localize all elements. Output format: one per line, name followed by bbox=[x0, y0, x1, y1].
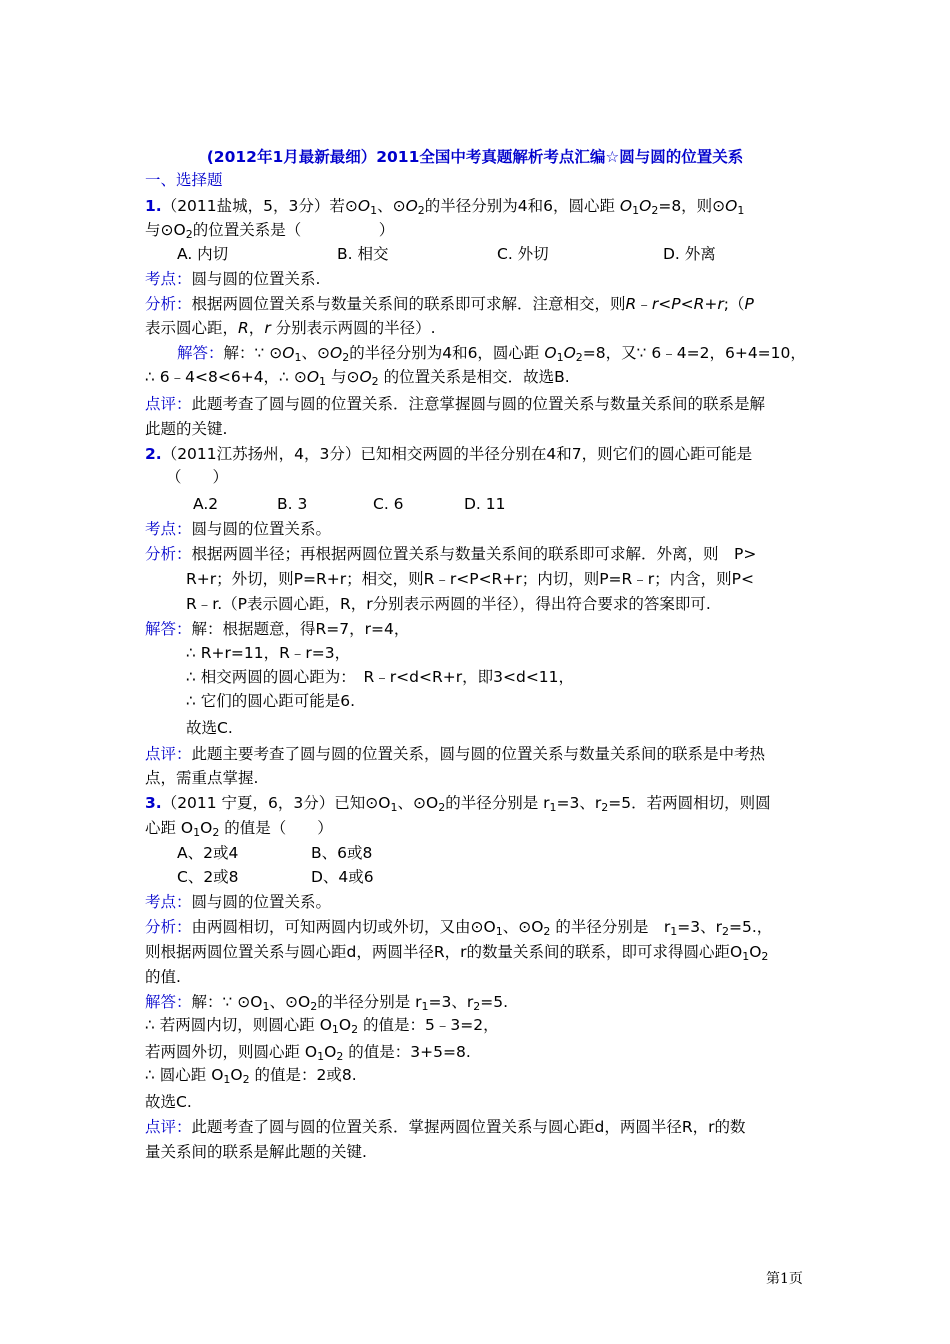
q3-fenxi-line2: 则根据两圆位置关系与圆心距d，两圆半径R，r的数量关系间的联系，即可求得圆心距$O_1O_2$ bbox=[145, 943, 769, 963]
q1-fenxi-line2: 表示圆心距，R，r 分别表示两圆的半径）. bbox=[145, 319, 436, 337]
q1-stem-text: （2011盐城，5，3分）若$⊙O_1$、$⊙O_2$的半径分别为4和6，圆心距 $O_1O_2=8$，则$⊙O_1$ bbox=[161, 197, 745, 217]
q2-dianping: 点评：此题主要考查了圆与圆的位置关系，圆与圆的位置关系与数量关系间的联系是中考热 bbox=[145, 745, 766, 763]
q3-dianping-line2: 量关系间的联系是解此题的关键. bbox=[145, 1143, 367, 1161]
q2-dianping-line2: 点，需重点掌握. bbox=[145, 769, 259, 787]
q2-jieda-line4: ∴ 它们的圆心距可能是6. bbox=[186, 692, 356, 710]
q2-fenxi-line2: R+r；外切，则P=R+r；相交，则R﹣r<P<R+r；内切，则P=R﹣r；内含，则P< bbox=[186, 570, 754, 588]
q1-kaodian: 考点：圆与圆的位置关系. bbox=[145, 270, 321, 288]
q3-jieda-line5: 故选C. bbox=[145, 1093, 192, 1111]
q3-kaodian: 考点：圆与圆的位置关系。 bbox=[145, 893, 332, 911]
q3-option-d: D、4或6 bbox=[311, 868, 374, 886]
q1-stem bbox=[145, 196, 744, 216]
q1-option-b: B. 相交 bbox=[337, 245, 389, 263]
q2-option-a: A.2 bbox=[193, 495, 219, 513]
q3-stem: 3.（2011 宁夏，6，3分）已知$⊙O_1$、$⊙O_2$的半径分别是 $r_1=3$、$r_2=5$．若两圆相切，则圆 bbox=[145, 794, 771, 814]
q2-jieda-line2: ∴ R+r=11，R﹣r=3， bbox=[186, 644, 351, 662]
q2-jieda-line5: 故选C. bbox=[186, 719, 233, 737]
q3-option-a: A、2或4 bbox=[177, 844, 239, 862]
q1-jieda: 解答：解：∵ $⊙O_1$、$⊙O_2$的半径分别为4和6，圆心距 $O_1O_2=8$，又∵ 6﹣4=2，6+4=10， bbox=[177, 344, 806, 364]
q2-stem: 2.（2011江苏扬州，4，3分）已知相交两圆的半径分别在4和7，则它们的圆心距可能是 bbox=[145, 445, 753, 463]
q3-stem-line2: 心距 $O_1O_2$ 的值是（ ） bbox=[145, 819, 333, 839]
q3-dianping: 点评：此题考查了圆与圆的位置关系．掌握两圆位置关系与圆心距d，两圆半径R，r的数 bbox=[145, 1118, 746, 1136]
q1-option-d: D. 外离 bbox=[663, 245, 716, 263]
q2-paren: （ ） bbox=[166, 468, 229, 486]
document-title: (2012年1月最新最细）2011全国中考真题解析考点汇编☆圆与圆的位置关系 bbox=[206, 148, 744, 166]
q3-jieda: 解答：解：∵ $⊙O_1$、$⊙O_2$的半径分别是 $r_1=3$、$r_2=5$. bbox=[145, 993, 509, 1013]
q2-kaodian: 考点：圆与圆的位置关系。 bbox=[145, 520, 332, 538]
q3-fenxi-line3: 的值. bbox=[145, 968, 181, 986]
q3-option-b: B、6或8 bbox=[311, 844, 373, 862]
q3-option-c: C、2或8 bbox=[177, 868, 239, 886]
q2-jieda: 解答：解：根据题意，得R=7，r=4， bbox=[145, 620, 410, 638]
q1-option-a: A. 内切 bbox=[177, 245, 229, 263]
q2-jieda-line3: ∴ 相交两圆的圆心距为： R﹣r<d<R+r，即3<d<11， bbox=[186, 668, 575, 686]
q1-stem-line2: 与$⊙O_2$的位置关系是（ ） bbox=[145, 221, 395, 241]
q2-fenxi-line3: R﹣r.（P表示圆心距，R，r分别表示两圆的半径），得出符合要求的答案即可. bbox=[186, 595, 711, 613]
q2-option-c: C. 6 bbox=[373, 495, 404, 513]
q2-option-b: B. 3 bbox=[277, 495, 308, 513]
q3-jieda-line4: ∴ 圆心距 $O_1O_2$ 的值是：2或8. bbox=[145, 1066, 357, 1086]
q1-fenxi: 分析：根据两圆位置关系与数量关系间的联系即可求解．注意相交，则R﹣r<P<R+r;（P bbox=[145, 295, 754, 313]
q1-number: 1. bbox=[145, 197, 162, 215]
q3-jieda-line3: 若两圆外切，则圆心距 $O_1O_2$ 的值是：3+5=8. bbox=[145, 1043, 471, 1063]
page-number: 第1页 bbox=[766, 1271, 803, 1287]
q3-jieda-line2: ∴ 若两圆内切，则圆心距 $O_1O_2$ 的值是：5﹣3=2， bbox=[145, 1016, 499, 1036]
q1-dianping-line2: 此题的关键. bbox=[145, 420, 228, 438]
q1-dianping: 点评：此题考查了圆与圆的位置关系．注意掌握圆与圆的位置关系与数量关系间的联系是解 bbox=[145, 395, 766, 413]
q2-option-d: D. 11 bbox=[464, 495, 506, 513]
q1-jieda-line2: ∴ 6﹣4<8<6+4，∴ $⊙O_1$ 与$⊙O_2$ 的位置关系是相交．故选B. bbox=[145, 368, 570, 388]
section-heading: 一、选择题 bbox=[145, 171, 223, 189]
q2-fenxi: 分析：根据两圆半径；再根据两圆位置关系与数量关系间的联系即可求解．外离，则 P> bbox=[145, 545, 757, 563]
q3-fenxi: 分析：由两圆相切，可知两圆内切或外切，又由$⊙O_1$、$⊙O_2$ 的半径分别是 $r_1=3$、$r_2=5$.， bbox=[145, 918, 773, 938]
q1-option-c: C. 外切 bbox=[497, 245, 549, 263]
